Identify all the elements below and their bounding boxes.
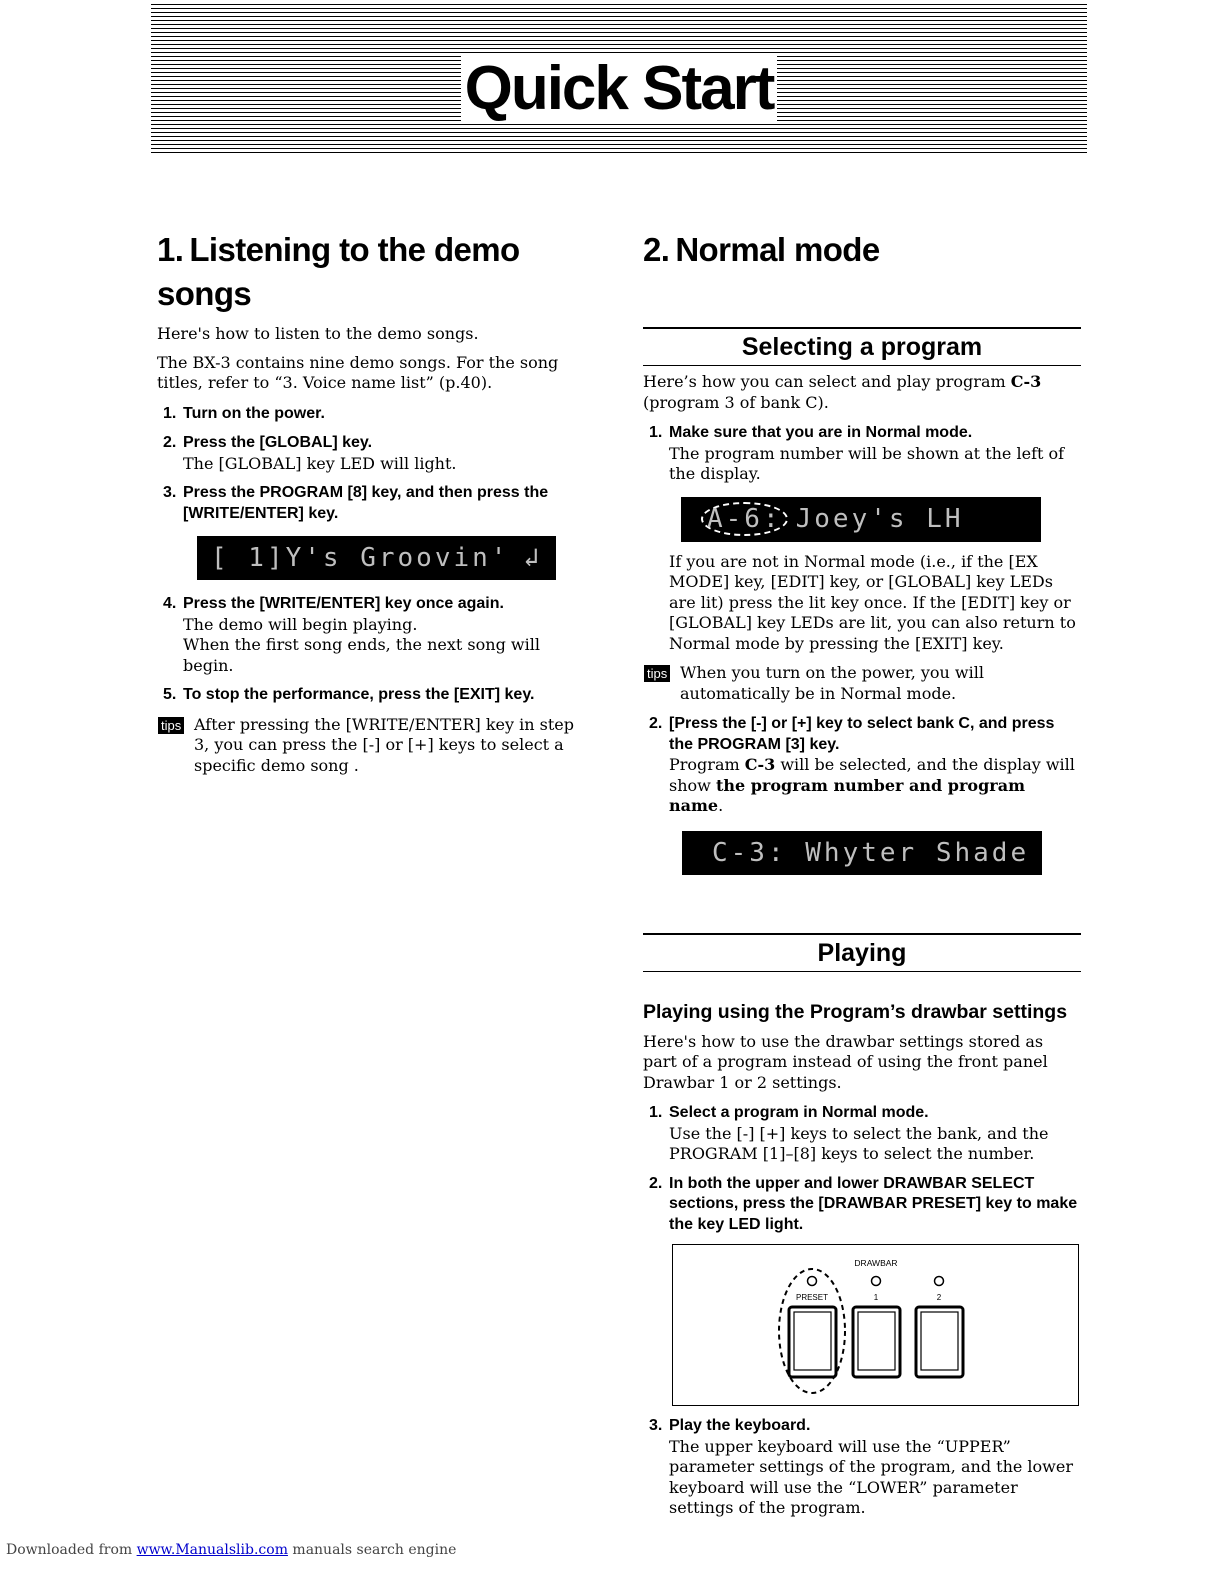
step-heading: Turn on the power. <box>183 404 325 422</box>
section-demo-songs <box>157 228 587 776</box>
step-number: 1. <box>649 424 663 441</box>
tips-badge: tips <box>644 665 670 682</box>
step-item <box>643 1174 1081 1236</box>
led-1 <box>872 1277 881 1286</box>
step-heading: Play the keyboard. <box>669 1417 811 1434</box>
step-body: The upper keyboard will use the “UPPER” parameter settings of the program, and the lower keyboard will use the “LOWER” parameter settings of the program. <box>669 1436 1073 1517</box>
section-heading-demo <box>157 228 587 316</box>
footer-prefix: Downloaded from <box>6 1542 137 1558</box>
lcd-display-program <box>681 497 1041 542</box>
intro-paragraph: Here's how to use the drawbar settings stored as part of a program instead of using the front panel Drawbar 1 or 2 settings. <box>643 1031 1048 1092</box>
step-number: 2. <box>649 715 663 732</box>
subsection-title: Playing using the Program’s drawbar settings <box>643 1000 1068 1023</box>
step-body: The program number will be shown at the left of the display. <box>669 443 1065 483</box>
step-heading: To stop the performance, press the [EXIT] key. <box>183 686 535 703</box>
footer-suffix: manuals search engine <box>287 1542 457 1558</box>
section-title: Normal mode <box>675 231 880 268</box>
step-heading: Select a program in Normal mode. <box>669 1104 929 1121</box>
step-body: The demo will begin playing. <box>183 614 418 634</box>
step-number: 1. <box>649 1104 663 1121</box>
step-number: 1. <box>163 404 177 422</box>
step-heading: In both the upper and lower DRAWBAR SELECT sections, press the [DRAWBAR PRESET] key to make the key LED light. <box>669 1174 1078 1233</box>
label-2: 2 <box>936 1293 942 1302</box>
drawbar-preset-key <box>789 1307 836 1377</box>
step-item <box>643 423 1081 485</box>
led-2 <box>935 1277 944 1286</box>
step-body: The [GLOBAL] key LED will light. <box>183 453 457 473</box>
step-number: 5. <box>163 686 177 703</box>
tips-badge: tips <box>158 717 184 734</box>
subheading-playing: Playing <box>643 933 1081 972</box>
section-number: 1. <box>157 231 184 268</box>
page-banner <box>151 4 1087 156</box>
section-heading-normal <box>643 228 1081 272</box>
drawbar-2-key <box>916 1307 963 1377</box>
drawbar-1-key <box>853 1307 900 1377</box>
normal-mode-paragraph: If you are not in Normal mode (i.e., if the [EX MODE] key, [EDIT] key, or [GLOBAL] key LEDs are lit) press the lit key once. If the [EDIT] key or [GLOBAL] key LEDs are lit, you can also return to Normal mode by pressing the [EXIT] key. <box>669 551 1076 653</box>
lcd-display-demo <box>197 536 556 580</box>
diagram-title: DRAWBAR <box>854 1258 898 1268</box>
tips-note <box>157 715 587 777</box>
section-number: 2. <box>643 231 670 268</box>
step-item <box>643 714 1081 817</box>
section-title: Listening to the demo songs <box>157 231 520 312</box>
step-heading: Press the [GLOBAL] key. <box>183 434 373 451</box>
program-number-highlight: A-6: <box>701 502 788 536</box>
return-arrow-icon: ↲ <box>523 543 542 573</box>
tips-text: When you turn on the power, you will automatically be in Normal mode. <box>680 663 984 703</box>
label-1: 1 <box>873 1293 879 1302</box>
step-heading: Press the PROGRAM [8] key, and then press the [WRITE/ENTER] key. <box>183 484 549 522</box>
step-item <box>157 433 587 474</box>
label-preset: PRESET <box>795 1293 829 1302</box>
intro-paragraph: The BX-3 contains nine demo songs. For the song titles, refer to “3. Voice name list” (p.40). <box>157 352 559 392</box>
intro-paragraph: Here's how to listen to the demo songs. <box>157 324 479 343</box>
manualslib-link[interactable]: www.Manualslib.com <box>136 1542 288 1558</box>
step-item <box>157 483 587 524</box>
page-title: Quick Start <box>461 54 778 123</box>
tips-text: After pressing the [WRITE/ENTER] key in step 3, you can press the [-] or [+] keys to select a specific demo song . <box>194 714 574 775</box>
step-number: 2. <box>163 434 177 451</box>
lcd-text: [ 1]Y's Groovin' <box>211 543 510 573</box>
step-heading: Press the [WRITE/ENTER] key once again. <box>183 595 504 612</box>
led-preset <box>808 1277 817 1286</box>
lcd-text: Joey's LH <box>795 504 964 534</box>
step-item <box>157 404 587 425</box>
lcd-display-result <box>682 831 1042 875</box>
step-body: Use the [-] [+] keys to select the bank, and the PROGRAM [1]–[8] keys to select the number. <box>669 1123 1049 1163</box>
step-body: Program C-3 will be selected, and the display will show the program number and program name. <box>669 755 1075 815</box>
drawbar-diagram <box>672 1244 1079 1406</box>
step-item <box>643 1103 1081 1165</box>
step-number: 2. <box>649 1174 663 1192</box>
step-heading: Make sure that you are in Normal mode. <box>669 424 973 441</box>
step-number: 3. <box>649 1417 663 1434</box>
tips-note <box>643 663 1081 704</box>
step-item <box>157 685 587 706</box>
step-number: 3. <box>163 484 177 501</box>
step-item <box>157 594 587 676</box>
subheading-selecting: Selecting a program <box>643 327 1081 366</box>
section-normal-mode <box>643 228 1081 1519</box>
lcd-text: C-3: Whyter Shade <box>712 837 1030 868</box>
download-footer <box>6 1542 456 1558</box>
step-body: When the first song ends, the next song will begin. <box>183 635 540 675</box>
intro-paragraph: Here’s how you can select and play program C-3 (program 3 of bank C). <box>643 372 1042 412</box>
demo-steps <box>157 404 587 525</box>
drawbar-panel-illustration <box>673 1245 1078 1405</box>
step-heading: [Press the [-] or [+] key to select bank C, and press the PROGRAM [3] key. <box>669 715 1055 753</box>
step-number: 4. <box>163 595 177 612</box>
step-item <box>643 1416 1081 1519</box>
